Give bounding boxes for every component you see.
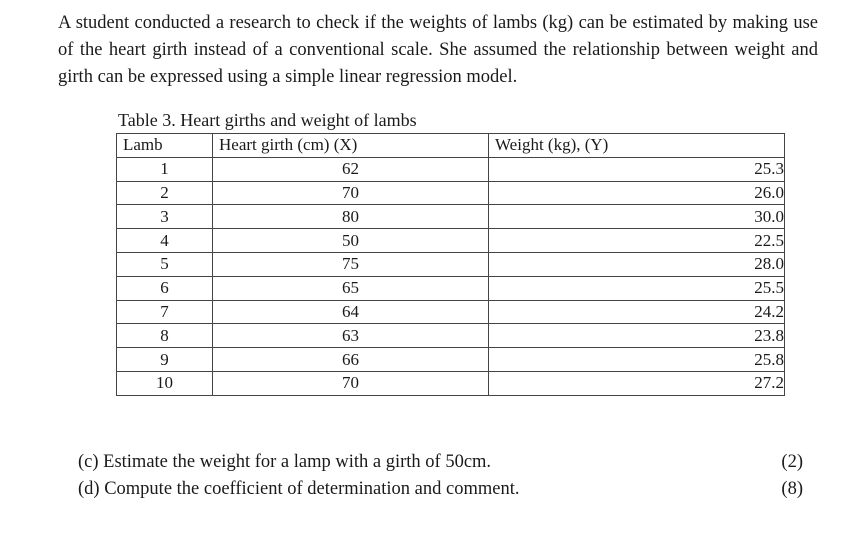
cell-lamb: 10 [117, 371, 213, 395]
table-row [117, 276, 785, 300]
cell-weight: 22.5 [489, 229, 785, 253]
cell-lamb: 1 [117, 157, 213, 181]
table-row [117, 324, 785, 348]
header-weight: Weight (kg), (Y) [489, 134, 785, 158]
cell-girth: 64 [213, 300, 489, 324]
header-lamb: Lamb [117, 134, 213, 158]
table-row [117, 371, 785, 395]
cell-girth: 80 [213, 205, 489, 229]
table-row [117, 252, 785, 276]
table-row [117, 229, 785, 253]
question-d: (d) Compute the coefficient of determination and comment. [78, 479, 520, 499]
cell-weight: 25.5 [489, 276, 785, 300]
cell-weight: 28.0 [489, 252, 785, 276]
cell-lamb: 5 [117, 252, 213, 276]
cell-weight: 25.3 [489, 157, 785, 181]
table-row [117, 205, 785, 229]
table-row [117, 348, 785, 372]
table-header-row [117, 134, 785, 158]
cell-weight: 30.0 [489, 205, 785, 229]
cell-lamb: 6 [117, 276, 213, 300]
cell-girth: 50 [213, 229, 489, 253]
cell-girth: 70 [213, 181, 489, 205]
question-c: (c) Estimate the weight for a lamp with a girth of 50cm. [78, 452, 492, 472]
cell-girth: 70 [213, 371, 489, 395]
cell-girth: 65 [213, 276, 489, 300]
cell-weight: 27.2 [489, 371, 785, 395]
cell-girth: 62 [213, 157, 489, 181]
cell-weight: 25.8 [489, 348, 785, 372]
question-c-marks: (2) [781, 452, 803, 472]
cell-lamb: 3 [117, 205, 213, 229]
cell-lamb: 8 [117, 324, 213, 348]
cell-girth: 75 [213, 252, 489, 276]
cell-lamb: 9 [117, 348, 213, 372]
table-row [117, 300, 785, 324]
cell-weight: 26.0 [489, 181, 785, 205]
data-table [116, 133, 785, 396]
table-row [117, 181, 785, 205]
header-heart-girth: Heart girth (cm) (X) [213, 134, 489, 158]
table-caption: Table 3. Heart girths and weight of lambs [118, 110, 417, 130]
cell-girth: 63 [213, 324, 489, 348]
cell-lamb: 4 [117, 229, 213, 253]
cell-lamb: 7 [117, 300, 213, 324]
cell-weight: 23.8 [489, 324, 785, 348]
cell-lamb: 2 [117, 181, 213, 205]
question-d-marks: (8) [781, 479, 803, 499]
cell-weight: 24.2 [489, 300, 785, 324]
cell-girth: 66 [213, 348, 489, 372]
problem-statement: A student conducted a research to check if the weights of lambs (kg) can be estimated by making use of the heart girth instead of a conventional scale. She assumed the relationship between weight and girth can be expressed using a simple linear regression model. [58, 13, 818, 87]
table-row [117, 157, 785, 181]
